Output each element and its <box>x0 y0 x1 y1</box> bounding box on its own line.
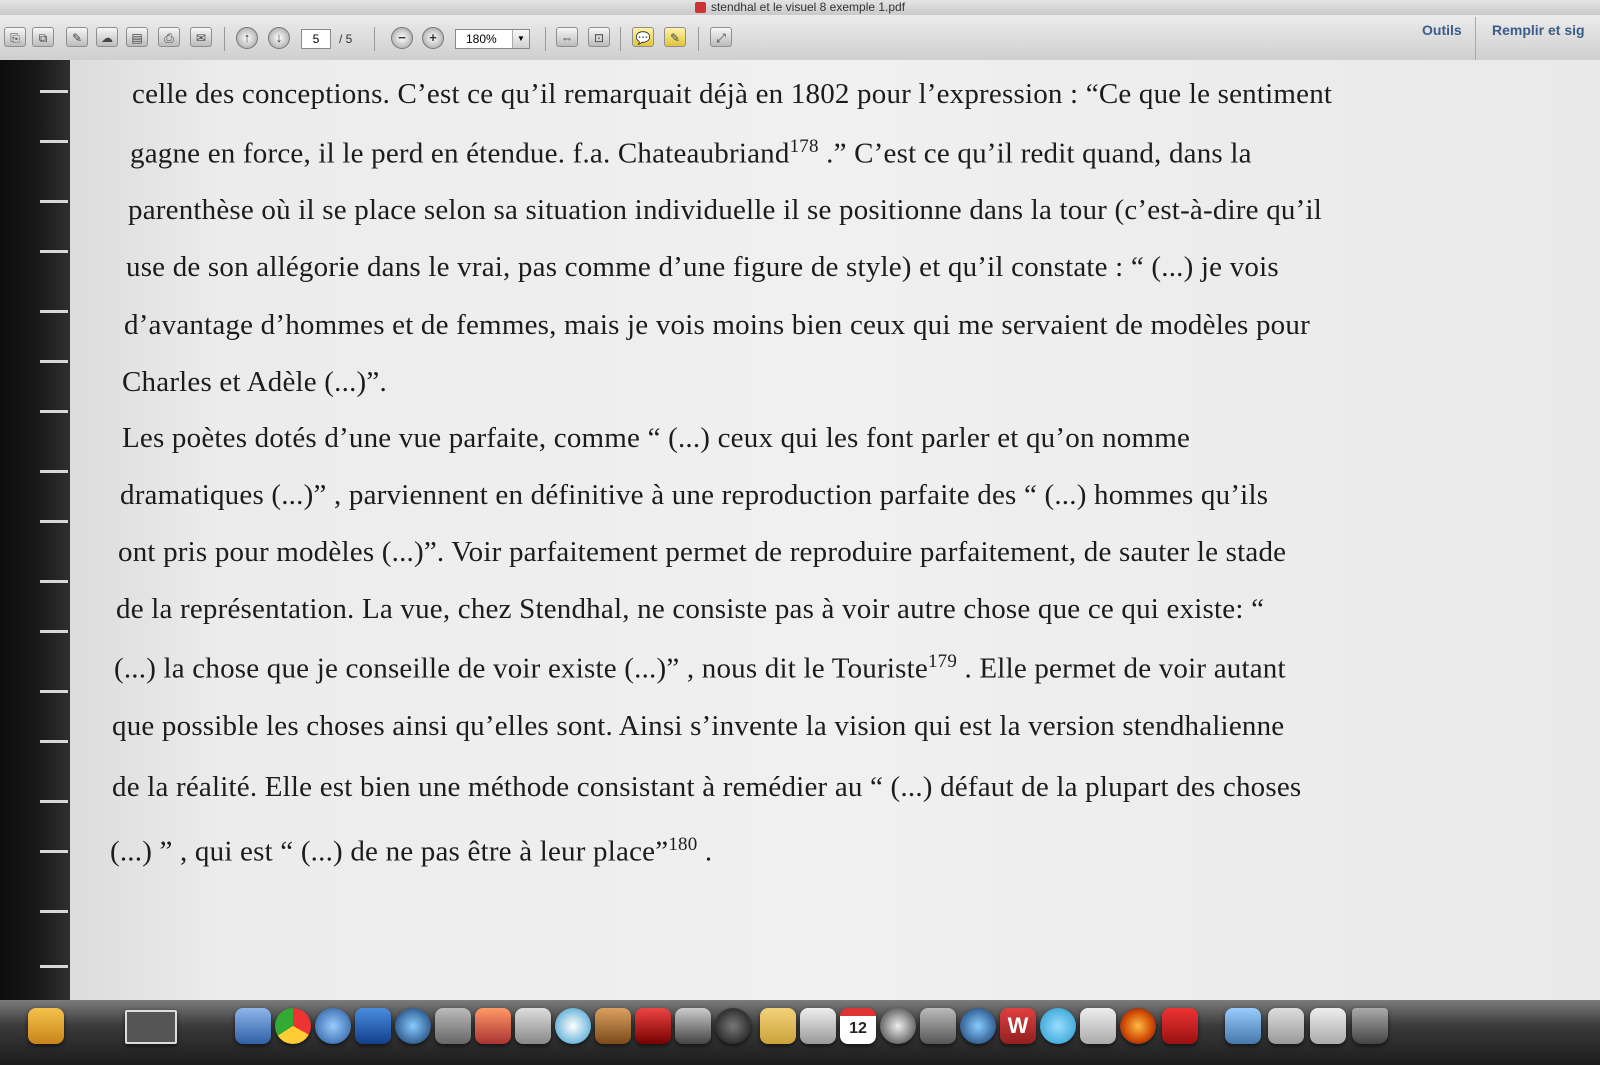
window-title-bar <box>0 0 1600 15</box>
combine-icon[interactable]: ⧉ <box>32 27 54 47</box>
text-line: ont pris pour modèles (...)”. Voir parfaitement permet de reproduire parfaitement, de sauter le stade <box>118 536 1287 568</box>
footnote-ref: 178 <box>789 136 819 157</box>
mail-icon[interactable] <box>235 1008 271 1044</box>
app-store-icon[interactable] <box>960 1008 996 1044</box>
guitar-icon[interactable] <box>595 1008 631 1044</box>
red-app-icon[interactable] <box>635 1008 671 1044</box>
fit-page-icon[interactable]: ⊡ <box>588 27 610 47</box>
zoom-out-icon[interactable]: − <box>391 27 413 49</box>
cloud-icon[interactable]: ☁ <box>96 27 118 47</box>
skype-icon[interactable] <box>1040 1008 1076 1044</box>
margin-tick <box>40 850 68 853</box>
chevron-down-icon[interactable]: ▼ <box>512 30 529 48</box>
clock-icon[interactable] <box>880 1008 916 1044</box>
margin-tick <box>40 520 68 523</box>
text-line: Charles et Adèle (...)”. <box>122 366 387 398</box>
text-line-part: (...) la chose que je conseille de voir existe (...)” , nous dit le Touriste <box>114 652 928 685</box>
toolbar-separator <box>1475 17 1476 61</box>
create-icon[interactable]: ⎘ <box>4 27 26 47</box>
firefox-icon[interactable] <box>1120 1008 1156 1044</box>
documents-icon[interactable] <box>1310 1008 1346 1044</box>
comment-icon[interactable]: 💬 <box>632 27 654 47</box>
margin-tick <box>40 410 68 413</box>
itunes-icon[interactable] <box>315 1008 351 1044</box>
margin-tick <box>40 310 68 313</box>
save-icon[interactable]: ▤ <box>126 27 148 47</box>
margin-tick <box>40 690 68 693</box>
script-icon[interactable] <box>1080 1008 1116 1044</box>
directory-icon[interactable] <box>515 1008 551 1044</box>
full-screen-icon[interactable]: ⤢ <box>710 27 732 47</box>
photo-booth-icon[interactable] <box>475 1008 511 1044</box>
tools-button[interactable]: Outils <box>1422 22 1462 38</box>
text-line: celle des conceptions. C’est ce qu’il remarquait déjà en 1802 pour l’expression : “Ce que le sentiment <box>132 78 1333 110</box>
text-line <box>114 651 1286 686</box>
text-line: de la réalité. Elle est bien une méthode consistant à remédier au “ (...) défaut de la plupart des choses <box>112 771 1302 803</box>
zoom-value: 180% <box>466 32 497 46</box>
camera-icon[interactable] <box>675 1008 711 1044</box>
text-line-part: . <box>697 835 713 868</box>
text-line-part: gagne en force, il le perd en étendue. f.a. Chateaubriand <box>130 137 790 170</box>
pdf-icon <box>695 2 706 13</box>
margin-tick <box>40 90 68 93</box>
margin-tick <box>40 740 68 743</box>
text-line: Les poètes dotés d’une vue parfaite, comme “ (...) ceux qui les font parler et qu’on nomme <box>122 422 1191 454</box>
highlight-icon[interactable]: ✎ <box>664 27 686 47</box>
margin-tick <box>40 910 68 913</box>
text-line-part: (...) ” , qui est “ (...) de ne pas être à leur place” <box>110 835 669 868</box>
margin-tick <box>40 965 68 968</box>
edit-icon[interactable]: ✎ <box>66 27 88 47</box>
dock <box>0 1000 1600 1065</box>
footnote-ref: 180 <box>668 834 698 855</box>
window-title: stendhal et le visuel 8 exemple 1.pdf <box>710 0 906 14</box>
toolbar-separator <box>620 27 621 51</box>
margin-tick <box>40 140 68 143</box>
settings-icon[interactable] <box>920 1008 956 1044</box>
page-left-margin <box>0 60 70 1000</box>
page-total: / 5 <box>339 32 353 46</box>
toolbar-separator <box>224 27 225 51</box>
calendar-icon[interactable]: 12 <box>840 1008 876 1044</box>
acrobat-icon[interactable] <box>1162 1008 1198 1044</box>
fit-width-icon[interactable]: ⇔ <box>556 27 578 47</box>
safari-icon[interactable] <box>555 1008 591 1044</box>
word-icon[interactable]: W <box>1000 1008 1036 1044</box>
next-page-icon[interactable]: ↓ <box>268 27 290 49</box>
photo-icon[interactable] <box>355 1008 391 1044</box>
quicktime-icon[interactable] <box>395 1008 431 1044</box>
text-line <box>130 136 1252 171</box>
toolbar-separator <box>545 27 546 51</box>
toolbar <box>0 15 1600 61</box>
text-line-part: . Elle permet de voir autant <box>957 652 1286 685</box>
fill-and-sign-button[interactable]: Remplir et sig <box>1492 22 1585 38</box>
text-line: de la représentation. La vue, chez Stendhal, ne consiste pas à voir autre chose que ce qui existe: “ <box>116 593 1265 625</box>
text-line: parenthèse où il se place selon sa situation individuelle il se positionne dans la tour (c’est-à-dire qu’il <box>128 194 1322 226</box>
folder-icon[interactable] <box>1225 1008 1261 1044</box>
toolbar-separator <box>374 27 375 51</box>
text-line: use de son allégorie dans le vrai, pas comme d’une figure de style) et qu’il constate : “ (...) je vois <box>126 251 1279 283</box>
text-line-part: .” C’est ce qu’il redit quand, dans la <box>818 137 1252 170</box>
margin-tick <box>40 250 68 253</box>
downloads-icon[interactable] <box>1268 1008 1304 1044</box>
margin-tick <box>40 580 68 583</box>
zoom-select[interactable] <box>455 29 530 49</box>
print-icon[interactable]: ⎙ <box>158 27 180 47</box>
margin-tick <box>40 800 68 803</box>
margin-tick <box>40 200 68 203</box>
contacts-icon[interactable] <box>800 1008 836 1044</box>
margin-tick <box>40 360 68 363</box>
email-icon[interactable]: ✉ <box>190 27 212 47</box>
document-page <box>70 60 1600 1000</box>
notes-icon[interactable] <box>760 1008 796 1044</box>
chrome-icon[interactable] <box>275 1008 311 1044</box>
dvd-icon[interactable] <box>715 1008 751 1044</box>
text-line: que possible les choses ainsi qu’elles sont. Ainsi s’invente la vision qui est la version stendhalienne <box>112 710 1285 742</box>
toolbar-separator <box>698 27 699 51</box>
page-number-input[interactable]: 5 <box>301 29 331 49</box>
footnote-ref: 179 <box>927 651 958 672</box>
text-line: dramatiques (...)” , parviennent en définitive à une reproduction parfaite des “ (...) hommes qu’ils <box>120 479 1269 511</box>
previous-page-icon[interactable]: ↑ <box>236 27 258 49</box>
margin-tick <box>40 470 68 473</box>
zoom-in-icon[interactable]: + <box>422 27 444 49</box>
utility-icon[interactable] <box>435 1008 471 1044</box>
finder-box-icon[interactable] <box>28 1008 64 1044</box>
text-line: d’avantage d’hommes et de femmes, mais je vois moins bien ceux qui me servaient de modèles pour <box>124 309 1310 341</box>
margin-tick <box>40 630 68 633</box>
trash-icon[interactable] <box>1352 1008 1388 1044</box>
preview-icon[interactable] <box>125 1010 177 1044</box>
text-line <box>110 834 712 869</box>
